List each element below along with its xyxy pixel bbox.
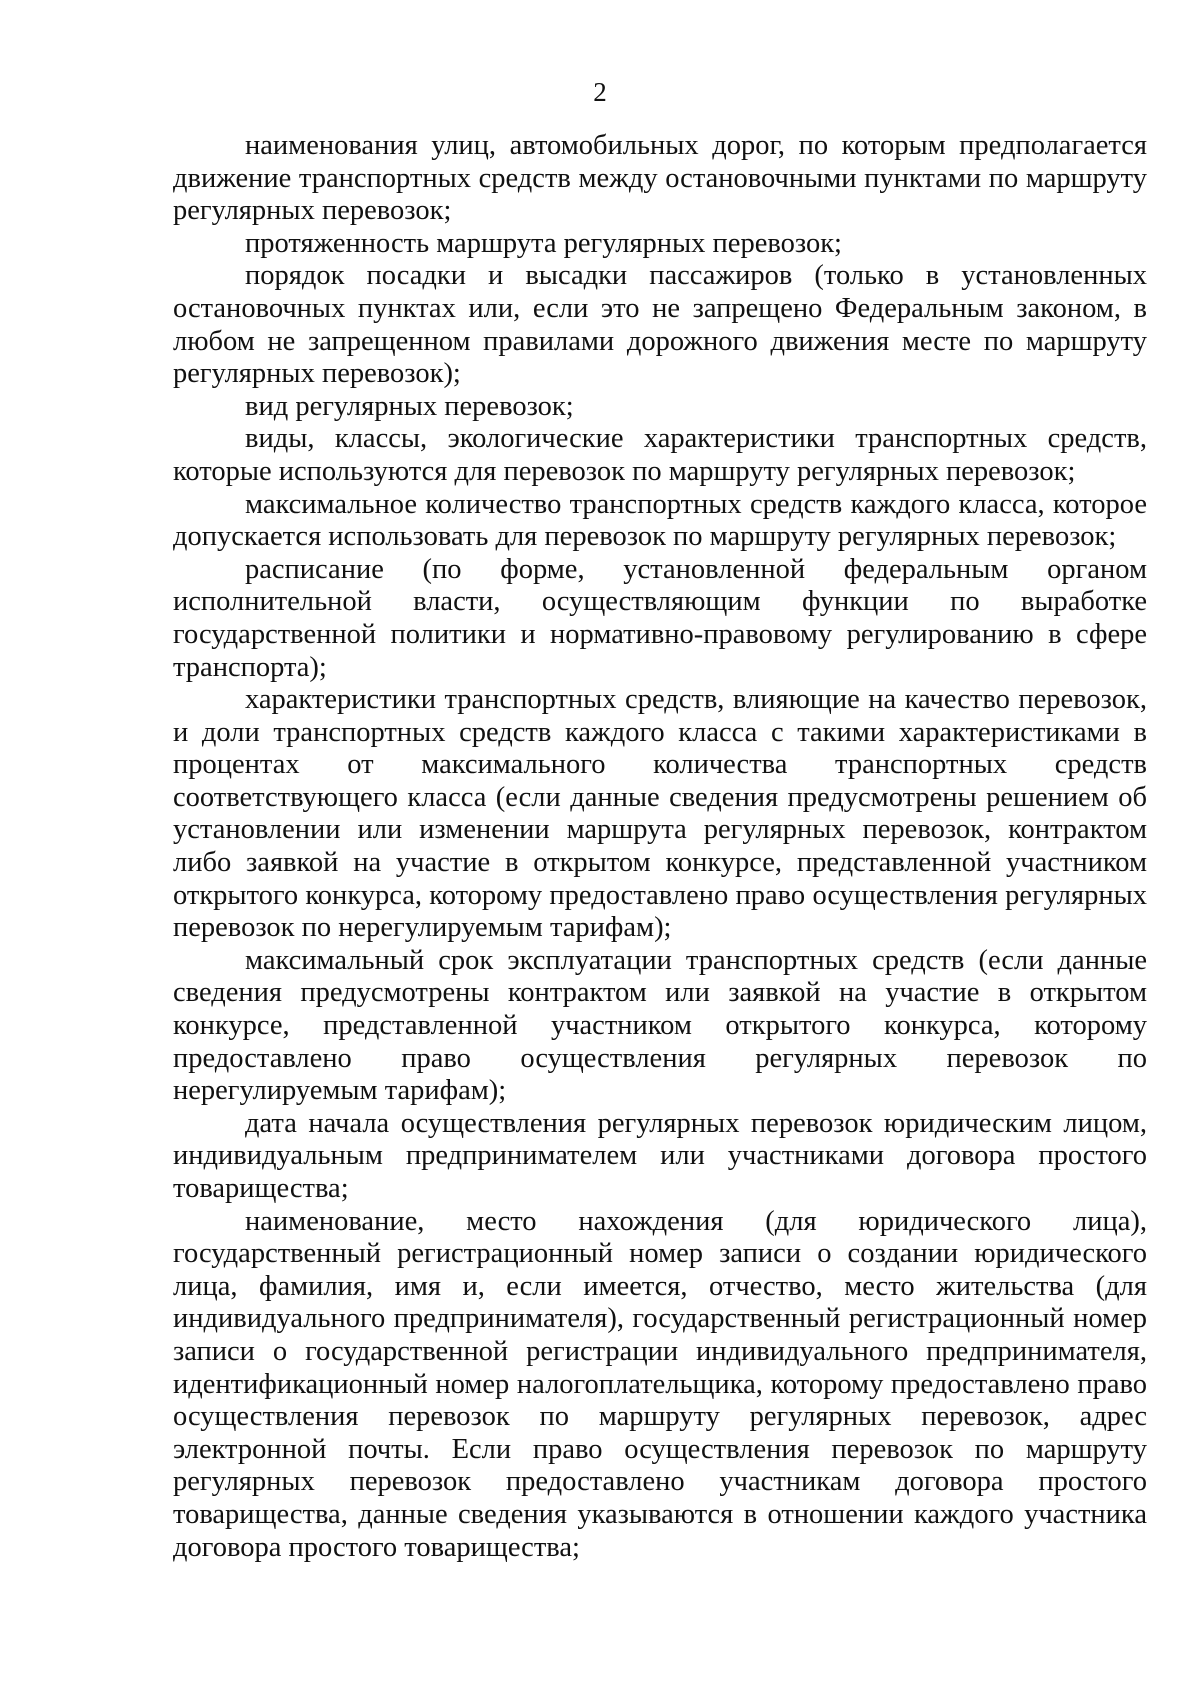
paragraph-vehicle-classes: виды, классы, экологические характеристики транспортных средств, которые используются для перевозок по маршруту регулярных перевозок; [173,423,1147,487]
page-number: 2 [593,77,607,107]
paragraph-max-vehicles: максимальное количество транспортных средств каждого класса, которое допускается использовать для перевозок по маршруту регулярных перевозок; [173,488,1147,553]
paragraph-boarding-order: порядок посадки и высадки пассажиров (только в установленных остановочных пунктах или, если это не запрещено Федеральным законом, в любом не запрещенном правилами дорожного движения месте по маршруту регулярных перевозок); [173,260,1147,390]
paragraph-start-date: дата начала осуществления регулярных перевозок юридическим лицом, индивидуальным предпринимателем или участниками договора простого товарищества; [173,1107,1147,1204]
document-body [173,130,1147,1564]
paragraph-carrier-details: наименование, место нахождения (для юридического лица), государственный регистрационный номер записи о создании юридического лица, фамилия, имя и, если имеется, отчество, место жительства (для индивидуального предпринимателя), государственный регистрационный номер записи о государственной регистрации индивидуального предпринимателя, идентификационный номер налогоплательщика, которому предоставлено право осуществления перевозок по маршруту регулярных перевозок, адрес электронной почты. Если право осуществления перевозок по маршруту регулярных перевозок предоставлено участникам договора простого товарищества, данные сведения указываются в отношении каждого участника договора простого товарищества; [173,1205,1147,1563]
paragraph-max-service-life: максимальный срок эксплуатации транспортных средств (если данные сведения предусмотрены контрактом или заявкой на участие в открытом конкурсе, представленной участником открытого конкурса, которому предоставлено право осуществления регулярных перевозок по нерегулируемым тарифам); [173,944,1147,1107]
paragraph-transport-type: вид регулярных перевозок; [245,390,574,422]
paragraph-route-length: протяженность маршрута регулярных перевозок; [245,227,842,259]
paragraph-schedule: расписание (по форме, установленной федеральным органом исполнительной власти, осуществляющим функции по выработке государственной политики и нормативно-правовому регулированию в сфере транспорта); [173,553,1147,683]
paragraph-street-names: наименования улиц, автомобильных дорог, по которым предполагается движение транспортных средств между остановочными пунктами по маршруту регулярных перевозок; [173,130,1147,227]
paragraph-vehicle-characteristics: характеристики транспортных средств, влияющие на качество перевозок, и доли транспортных средств каждого класса с такими характеристиками в процентах от максимального количества транспортных средств соответствующего класса (если данные сведения предусмотрены решением об установлении или изменении маршрута регулярных перевозок, контрактом либо заявкой на участие в открытом конкурсе, представленной участником открытого конкурса, которому предоставлено право осуществления регулярных перевозок по нерегулируемым тарифам); [173,684,1147,944]
